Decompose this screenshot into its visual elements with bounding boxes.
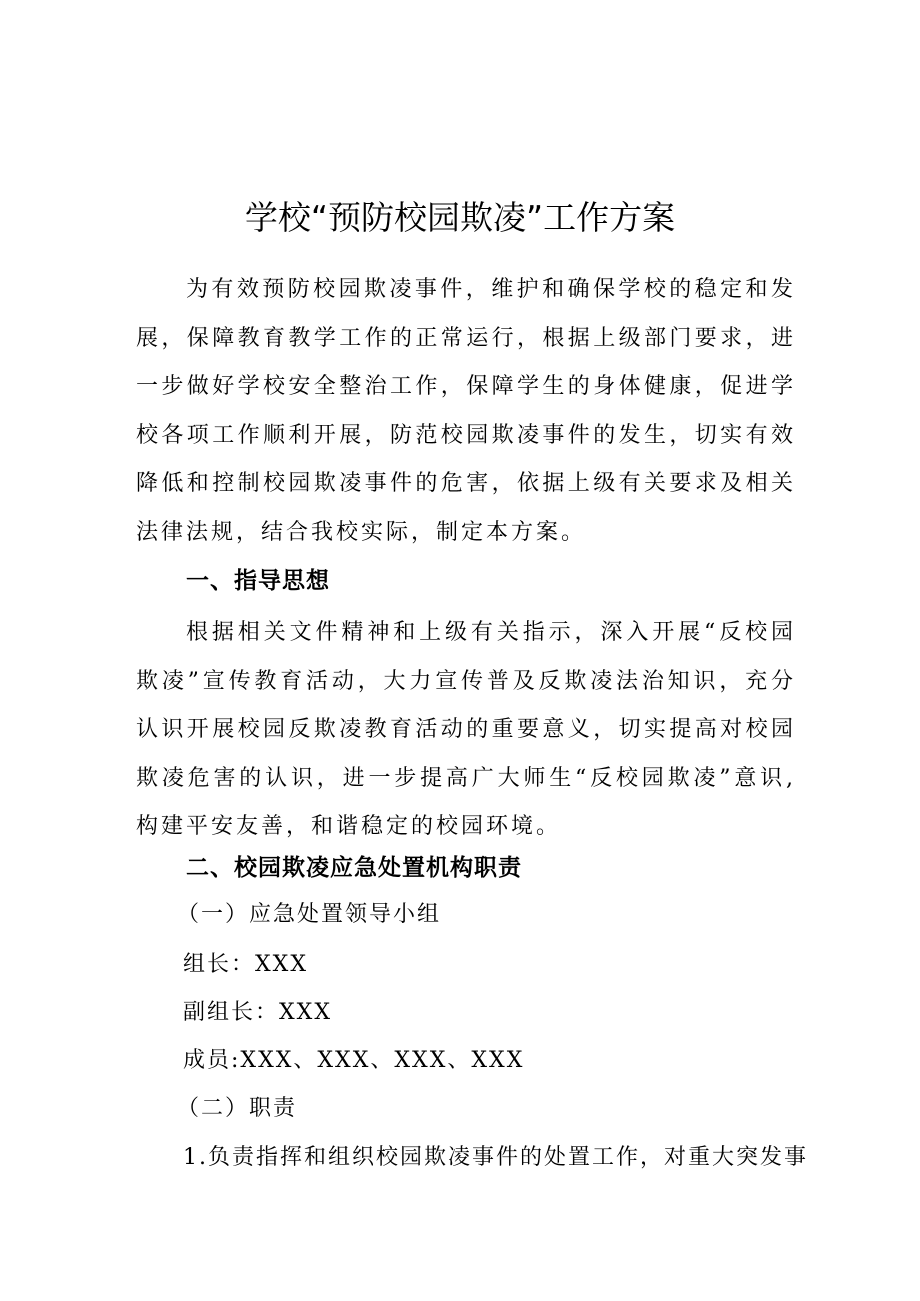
subheading-duties: （二）职责 bbox=[177, 1096, 298, 1121]
document-title: 学校“预防校园欺凌”工作方案 bbox=[244, 198, 676, 238]
intro-paragraph: 为有效预防校园欺凌事件，维护和确保学校的稳定和发展，保障教育教学工作的正常运行，根据上级部门要求，进一步做好学校安全整治工作，保障学生的身体健康，促进学校各项工作顺利开展，防范校园欺凌事件的发生，切实有效降低和控制校园欺凌事件的危害，依据上级有关要求及相关法律法规，结合我校实际，制定本方案。 bbox=[136, 277, 796, 545]
duty-item-1: 1.负责指挥和组织校园欺凌事件的处置工作，对重大突发事 bbox=[183, 1145, 808, 1170]
vice-leader-line: 副组长：XXX bbox=[183, 1000, 332, 1025]
members-line: 成员:XXX、XXX、XXX、XXX bbox=[183, 1048, 525, 1073]
group-leader-line: 组长：XXX bbox=[183, 952, 308, 977]
section-heading-emergency-organization: 二、校园欺凌应急处置机构职责 bbox=[186, 855, 522, 881]
subheading-leading-group: （一）应急处置领导小组 bbox=[177, 902, 442, 927]
section-heading-guiding-thought: 一、指导思想 bbox=[186, 568, 330, 594]
guiding-thought-paragraph: 根据相关文件精神和上级有关指示，深入开展“反校园欺凌”宣传教育活动，大力宣传普及反欺凌法治知识，充分认识开展校园反欺凌教育活动的重要意义，切实提高对校园欺凌危害的认识，进一步提高广大师生“反校园欺凌”意识,构建平安友善，和谐稳定的校园环境。 bbox=[136, 620, 796, 839]
